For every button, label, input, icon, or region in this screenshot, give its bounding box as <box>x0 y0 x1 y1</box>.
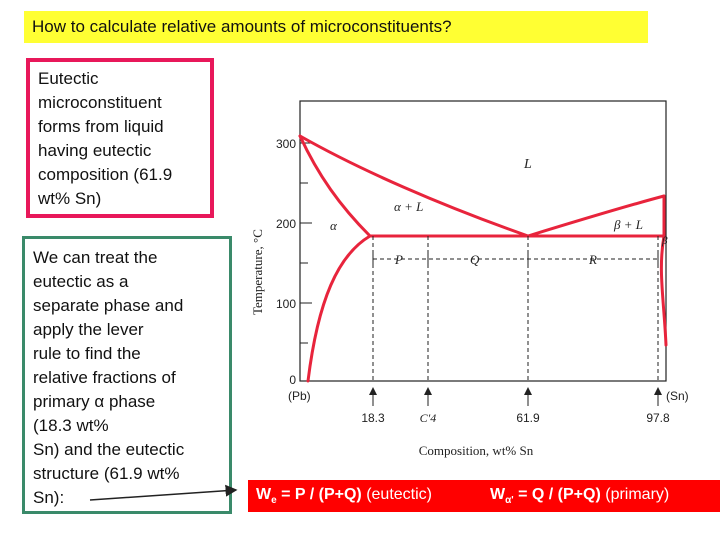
phase-label-alpha: α <box>330 218 337 233</box>
x-axis-label: Composition, wt% Sn <box>418 443 534 458</box>
tie-line <box>373 250 658 268</box>
pointer-arrow <box>90 490 236 500</box>
solvus-left <box>300 136 370 381</box>
liquidus-right <box>528 196 664 236</box>
composition-verticals <box>373 236 658 381</box>
lever-rule-line: relative fractions of <box>33 368 176 387</box>
segment-label-r: R <box>589 252 597 267</box>
lever-rule-formula-bar <box>248 480 720 512</box>
page-title: How to calculate relative amounts of microconstituents? <box>32 17 452 36</box>
lever-rule-line: (18.3 wt% <box>33 416 109 435</box>
lever-rule-line: structure (61.9 wt% <box>33 464 180 483</box>
phase-label-beta-liquid: β + L <box>614 217 643 232</box>
lever-rule-line: Sn): <box>33 488 65 507</box>
segment-label-q: Q <box>470 252 480 267</box>
lever-rule-line: apply the lever <box>33 320 144 339</box>
composition-arrows <box>373 388 658 406</box>
lever-rule-line: primary α phase <box>33 392 156 411</box>
x-end-label-sn: (Sn) <box>666 389 689 403</box>
primary-alpha-fraction-formula: $W_{\alpha'} = Q / (P+Q)$ (primary) <box>490 486 670 507</box>
segment-label-p: P <box>395 252 403 267</box>
x-mark-c4: C′4 <box>419 411 437 425</box>
lever-rule-line: rule to find the <box>33 344 141 363</box>
x-mark-61-9: 61.9 <box>516 411 540 425</box>
phase-label-alpha-liquid: α + L <box>394 199 424 214</box>
eutectic-note-text: Eutectic microconstituent forms from liquid having eutectic composition (61.9 wt% Sn) <box>38 69 173 208</box>
y-tick-200: 200 <box>275 217 296 231</box>
x-mark-18-3: 18.3 <box>361 411 385 425</box>
lever-rule-line: separate phase and <box>33 296 184 315</box>
y-tick-0: 0 <box>289 373 296 387</box>
y-tick-marks <box>300 143 312 343</box>
solvus-right <box>661 196 666 345</box>
phase-label-beta: β <box>662 235 668 247</box>
lever-rule-line: We can treat the <box>33 248 158 267</box>
plot-frame <box>300 101 666 381</box>
x-end-label-pb: (Pb) <box>288 389 311 403</box>
phase-label-liquid: L <box>524 157 532 172</box>
y-tick-100: 100 <box>275 297 296 311</box>
x-mark-97-8: 97.8 <box>646 411 670 425</box>
eutectic-fraction-formula: $W_e = P / (P+Q)$ (eutectic) <box>256 486 432 507</box>
lever-rule-line: eutectic as a <box>33 272 129 291</box>
lever-rule-line: Sn) and the eutectic <box>33 440 185 459</box>
y-tick-300: 300 <box>275 137 296 151</box>
y-axis-label: Temperature, °C <box>250 229 265 315</box>
